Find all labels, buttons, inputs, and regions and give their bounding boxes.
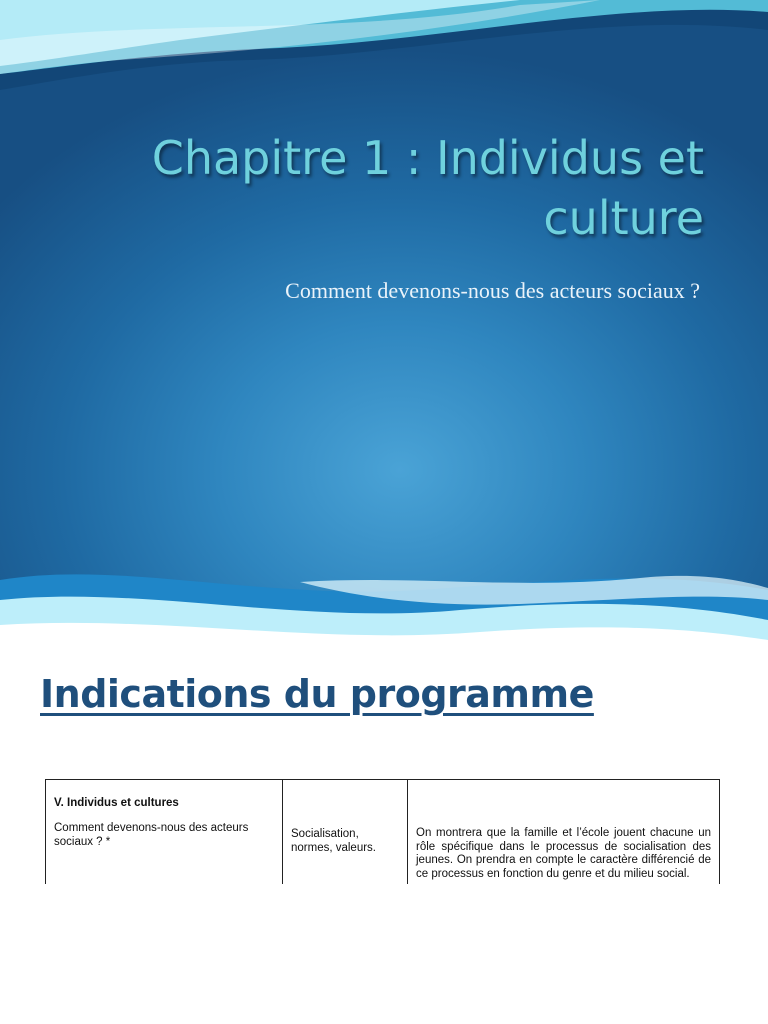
slide-title xyxy=(64,128,704,248)
program-slide xyxy=(0,662,768,1024)
indications-text: On montrera que la famille et l’école jouent chacune un rôle spécifique dans le processus de socialisation des jeunes. On prendra en compte le caractère différencié de ce processus en fonction du genre et du milieu social. xyxy=(416,827,711,880)
program-heading: Indications du programme xyxy=(40,672,594,716)
question-text: Comment devenons-nous des acteurs sociaux ? * xyxy=(54,822,249,848)
indications-cell xyxy=(408,780,720,885)
section-title: V. Individus et cultures xyxy=(54,797,179,809)
slide-title-line2: culture xyxy=(543,191,704,245)
notions-text: Socialisation, normes, valeurs. xyxy=(291,828,377,854)
theme-cell xyxy=(46,780,283,885)
notions-cell xyxy=(283,780,408,885)
slide-subtitle: Comment devenons-nous des acteurs sociaux ? xyxy=(285,278,700,303)
table-row xyxy=(46,780,720,885)
slide-title-line1: Chapitre 1 : Individus et xyxy=(151,131,704,185)
program-table xyxy=(45,779,720,884)
